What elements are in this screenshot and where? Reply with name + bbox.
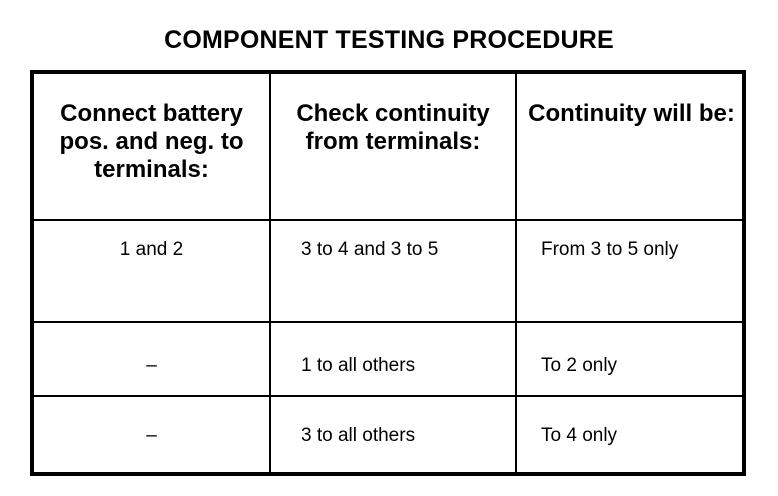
cell-continuity-result: To 4 only — [516, 396, 746, 472]
testing-procedure-table — [30, 70, 746, 476]
header-connect-battery: Connect battery pos. and neg. to terminals: — [34, 74, 270, 220]
table-header-row — [34, 74, 746, 220]
table-row — [34, 396, 746, 472]
cell-battery-terminals: – — [34, 322, 270, 396]
cell-continuity-result: From 3 to 5 only — [516, 220, 746, 322]
cell-check-terminals: 3 to all others — [270, 396, 516, 472]
table-row — [34, 220, 746, 322]
cell-battery-terminals: 1 and 2 — [34, 220, 270, 322]
cell-battery-terminals: – — [34, 396, 270, 472]
cell-check-terminals: 1 to all others — [270, 322, 516, 396]
cell-continuity-result: To 2 only — [516, 322, 746, 396]
page-title: COMPONENT TESTING PROCEDURE — [164, 26, 614, 54]
header-continuity-result: Continuity will be: — [516, 74, 746, 220]
header-check-continuity: Check continuity from terminals: — [270, 74, 516, 220]
cell-check-terminals: 3 to 4 and 3 to 5 — [270, 220, 516, 322]
table-row — [34, 322, 746, 396]
